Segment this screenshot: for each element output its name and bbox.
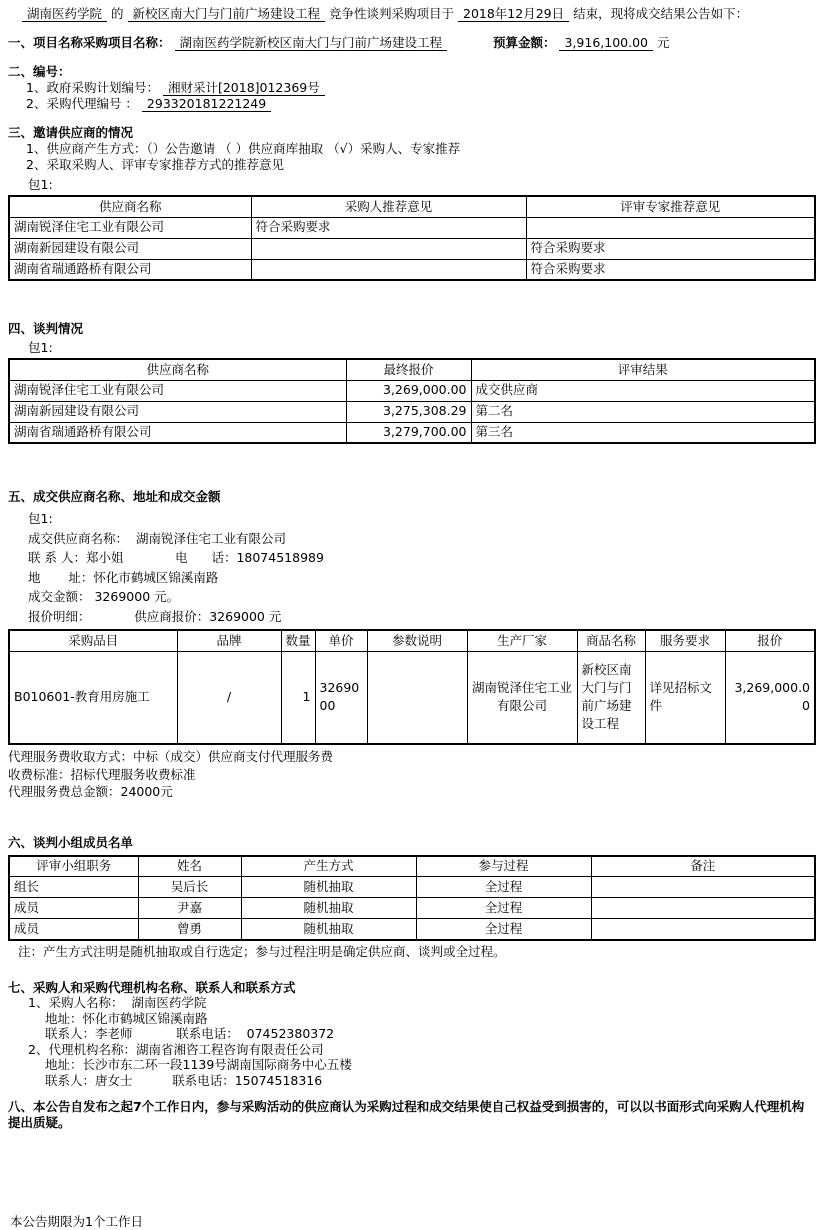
table-cell: 吴后长 xyxy=(138,877,241,898)
column-header: 产生方式 xyxy=(241,856,416,877)
quote-detail-line: 报价明细： 供应商报价：3269000 元 xyxy=(28,608,282,624)
buyer-address-line: 地址：怀化市鹤城区锦溪南路 xyxy=(45,1010,208,1026)
section6-title: 六、谈判小组成员名单 xyxy=(8,834,134,850)
column-header: 服务要求 xyxy=(645,630,725,651)
table-row xyxy=(9,380,815,401)
table-cell: 1 xyxy=(281,651,315,744)
table-cell: 湖南锐泽住宅工业有限公司 xyxy=(467,651,577,744)
table-header-row xyxy=(9,359,815,380)
column-header: 采购人推荐意见 xyxy=(251,196,526,217)
agency-contact-line: 联系人：唐女士 联系电话：15074518316 xyxy=(45,1072,323,1088)
section3 xyxy=(8,125,814,281)
section1 xyxy=(8,35,814,51)
plan-number-line xyxy=(8,80,814,96)
table-header-row xyxy=(9,630,815,651)
budget-label: 预算金额： xyxy=(492,35,556,50)
column-header: 数量 xyxy=(281,630,315,651)
table-cell: B010601-教育用房施工 xyxy=(9,651,177,744)
negotiation-table xyxy=(8,358,816,444)
budget-value: 3,916,100.00 xyxy=(559,35,653,51)
column-header: 评审结果 xyxy=(471,359,815,380)
column-header: 评审小组职务 xyxy=(9,856,138,877)
package-label: 包1: xyxy=(28,340,53,355)
table-cell: 全过程 xyxy=(416,877,591,898)
table-cell: 成员 xyxy=(9,919,138,940)
agency-number-line xyxy=(8,96,814,112)
panel-members-table xyxy=(8,855,816,941)
table-cell: 成员 xyxy=(9,898,138,919)
agency-number-label: 2、采购代理编号 ： xyxy=(26,96,138,111)
buyer-name-line: 1、采购人名称： 湖南医药学院 xyxy=(28,995,207,1010)
plan-number-value: 湘财采计[2018]012369号 xyxy=(163,80,325,96)
table-row xyxy=(9,651,815,744)
table-cell: 随机抽取 xyxy=(241,898,416,919)
table-row xyxy=(9,238,815,259)
section8-text: 八、本公告自发布之起7个工作日内，参与采购活动的供应商认为采购过程和成交结果使自己权益受到损害的，可以以书面形式向采购人代理机构提出质疑。 xyxy=(8,1099,805,1130)
table-cell: 湖南省瑞通路桥有限公司 xyxy=(9,259,251,280)
table-cell xyxy=(526,217,815,238)
section1-label: 一、项目名称采购项目名称： xyxy=(8,35,171,50)
winner-contact-line: 联 系 人：郑小姐 电 话：18074518989 xyxy=(28,550,324,565)
table-cell: 3,269,000.00 xyxy=(725,651,815,744)
table-cell: 随机抽取 xyxy=(241,919,416,940)
section6 xyxy=(8,835,814,960)
intro-text: 结束，现将成交结果公告如下： xyxy=(573,6,749,21)
table-cell: 全过程 xyxy=(416,898,591,919)
table-header-row xyxy=(9,856,815,877)
table-cell: 3269000 xyxy=(315,651,367,744)
table-cell: 组长 xyxy=(9,877,138,898)
table-cell: 湖南新园建设有限公司 xyxy=(9,401,346,422)
table-cell: / xyxy=(177,651,281,744)
buyer-name: 湖南医药学院 xyxy=(22,6,107,22)
column-header: 单价 xyxy=(315,630,367,651)
deal-amount-line: 成交金额： 3269000 元。 xyxy=(28,589,180,604)
agency-number-value: 293320181221249 xyxy=(142,96,271,112)
table-row xyxy=(9,217,815,238)
announcement-period: 本公告期限为1个工作日 xyxy=(10,1214,143,1229)
section7-title: 七、采购人和采购代理机构名称、联系人和联系方式 xyxy=(8,979,296,995)
table-cell: 成交供应商 xyxy=(471,380,815,401)
section2-title: 二、编号： xyxy=(8,64,71,79)
table-cell: 全过程 xyxy=(416,919,591,940)
budget-unit: 元 xyxy=(656,35,670,50)
table-cell xyxy=(591,877,815,898)
table-cell: 符合采购要求 xyxy=(526,259,815,280)
table-cell: 详见招标文件 xyxy=(645,651,725,744)
section5 xyxy=(8,489,814,801)
column-header: 供应商名称 xyxy=(9,359,346,380)
table-row xyxy=(9,401,815,422)
table-cell: 随机抽取 xyxy=(241,877,416,898)
intro-text: 的 xyxy=(111,6,124,21)
table-cell: 符合采购要求 xyxy=(526,238,815,259)
column-header: 参与过程 xyxy=(416,856,591,877)
intro-line xyxy=(8,6,814,22)
table-cell: 第三名 xyxy=(471,422,815,443)
table-cell: 湖南锐泽住宅工业有限公司 xyxy=(9,380,346,401)
column-header: 生产厂家 xyxy=(467,630,577,651)
section4 xyxy=(8,321,814,444)
table-cell: 新校区南大门与门前广场建设工程 xyxy=(577,651,645,744)
table-row xyxy=(9,877,815,898)
column-header: 采购品目 xyxy=(9,630,177,651)
table-cell: 3,269,000.00 xyxy=(346,380,471,401)
project-name: 新校区南大门与门前广场建设工程 xyxy=(128,6,326,22)
agency-address-line: 地址：长沙市东二环一段1139号湖南国际商务中心五楼 xyxy=(45,1057,352,1072)
section2 xyxy=(8,64,814,112)
invited-suppliers-table xyxy=(8,195,816,281)
table-row xyxy=(9,919,815,940)
column-header: 报价 xyxy=(725,630,815,651)
table-cell: 湖南省瑞通路桥有限公司 xyxy=(9,422,346,443)
table-cell: 湖南锐泽住宅工业有限公司 xyxy=(9,217,251,238)
table-cell: 3,279,700.00 xyxy=(346,422,471,443)
column-header: 评审专家推荐意见 xyxy=(526,196,815,217)
agency-name-line: 2、代理机构名称：湖南省湘咨工程咨询有限责任公司 xyxy=(28,1041,324,1057)
table-cell xyxy=(367,651,467,744)
table-cell xyxy=(591,898,815,919)
plan-number-label: 1、政府采购计划编号： xyxy=(26,80,159,95)
end-date: 2018年12月29日 xyxy=(458,6,569,22)
column-header: 供应商名称 xyxy=(9,196,251,217)
column-header: 商品名称 xyxy=(577,630,645,651)
agency-fee-method-line: 代理服务费收取方式：中标（成交）供应商支付代理服务费 xyxy=(8,749,334,764)
table-cell: 湖南新园建设有限公司 xyxy=(9,238,251,259)
table-cell: 尹嘉 xyxy=(138,898,241,919)
column-header: 姓名 xyxy=(138,856,241,877)
fee-standard-line: 收费标准：招标代理服务收费标准 xyxy=(8,766,196,782)
buyer-contact-line: 联系人：李老师 联系电话： 07452380372 xyxy=(45,1026,335,1041)
section3-title: 三、邀请供应商的情况 xyxy=(8,125,134,140)
section1-project-name: 湖南医药学院新校区南大门与门前广场建设工程 xyxy=(175,35,448,51)
column-header: 参数说明 xyxy=(367,630,467,651)
column-header: 备注 xyxy=(591,856,815,877)
supplier-method-line: 1、供应商产生方式：（）公告邀请 （ ）供应商库抽取 （√）采购人、专家推荐 xyxy=(26,141,461,156)
table-header-row xyxy=(9,196,815,217)
column-header: 品牌 xyxy=(177,630,281,651)
package-label: 包1: xyxy=(28,511,53,526)
table-cell: 第二名 xyxy=(471,401,815,422)
table-cell xyxy=(251,238,526,259)
section7 xyxy=(8,980,814,1089)
table-row xyxy=(9,259,815,280)
table-cell: 曾勇 xyxy=(138,919,241,940)
members-note: 注：产生方式注明是随机抽取或自行选定；参与过程注明是确定供应商、谈判或全过程。 xyxy=(18,943,506,959)
column-header: 最终报价 xyxy=(346,359,471,380)
package-label: 包1: xyxy=(28,177,53,192)
recommend-line: 2、采取采购人、评审专家推荐方式的推荐意见 xyxy=(26,157,284,172)
agency-fee-total-line: 代理服务费总金额：24000元 xyxy=(8,784,173,799)
table-cell: 符合采购要求 xyxy=(251,217,526,238)
section5-title: 五、成交供应商名称、地址和成交金额 xyxy=(8,489,221,504)
table-cell xyxy=(251,259,526,280)
winner-name-line: 成交供应商名称： 湖南锐泽住宅工业有限公司 xyxy=(28,530,286,546)
intro-text: 竞争性谈判采购项目于 xyxy=(329,6,455,21)
table-row xyxy=(9,898,815,919)
winner-address-line: 地 址：怀化市鹤城区锦溪南路 xyxy=(28,569,219,585)
table-row xyxy=(9,422,815,443)
table-cell: 3,275,308.29 xyxy=(346,401,471,422)
section4-title: 四、谈判情况 xyxy=(8,321,84,336)
procurement-items-table xyxy=(8,629,816,745)
table-cell xyxy=(591,919,815,940)
